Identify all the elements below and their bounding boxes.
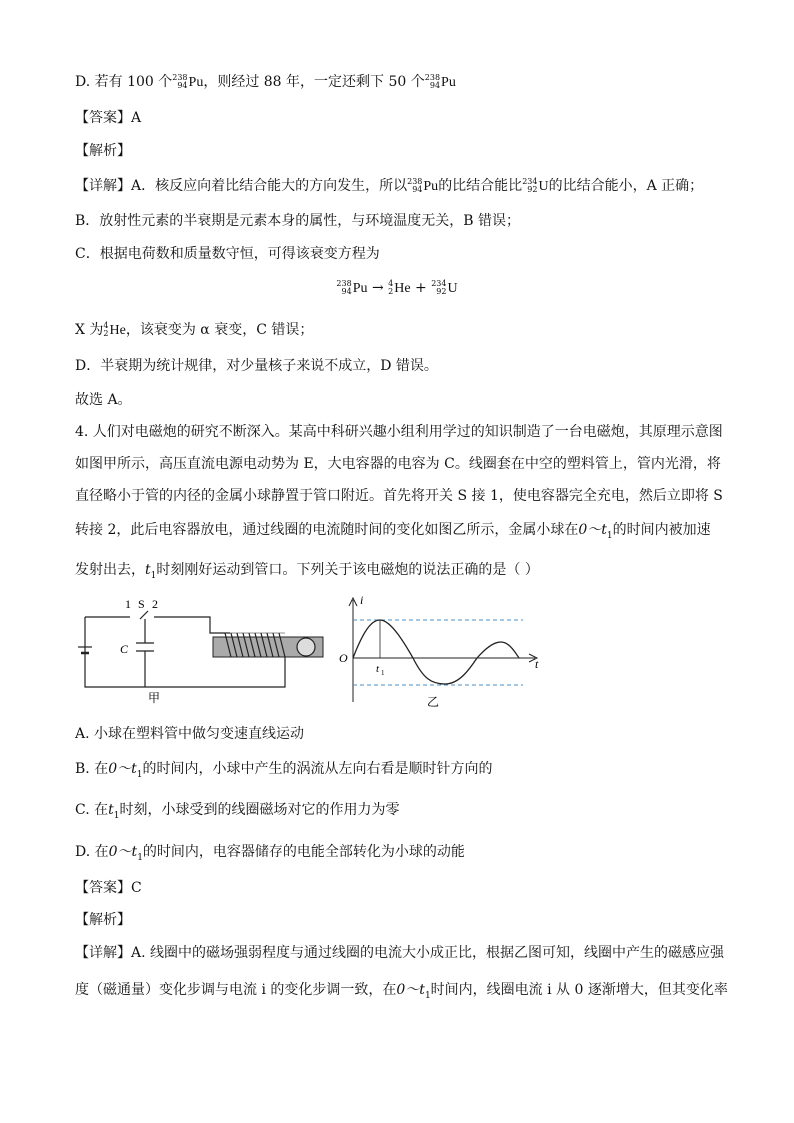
answer-label: 【答案】A [75,110,142,126]
switch-pos-1: 1 [125,597,131,611]
switch-pos-2: 2 [152,597,158,611]
q4-line1: 4. 人们对电磁炮的研究不断深入。某高中科研兴趣小组利用学过的知识制造了一台电磁炮，其原理示意图 [75,424,723,440]
analysis-label-2: 【解析】 [75,912,131,928]
detail2-line1: 【详解】A. 线圈中的磁场强弱程度与通过线圈的电流大小成正比，根据乙图可知，线圈中产生的磁感应强 [75,945,725,961]
detail2-line2: 度（磁通量）变化步调与电流 i 的变化步调一致，在$0\sim t_1$时间内，线圈电流 i 从 0 逐渐增大，但其变化率 [75,982,728,1001]
q4-line2: 如图甲所示，高压直流电源电动势为 E，大电容器的电容为 C。线圈套在中空的塑料管上，管内光滑，将 [75,456,721,472]
nuclide-he: 4 2 He [103,321,126,338]
q4-line4: 转接 2，此后电容器放电，通过线圈的电流随时间的变化如图乙所示，金属小球在$0\sim t_1$的时间内被加速 [75,522,711,541]
option-d-prev: D. 若有 100 个 238 94 Pu，则经过 88 年，一定还剩下 50 个 238 94 Pu [75,72,456,93]
option-b[interactable]: B. 在$0\sim t_1$的时间内，小球中产生的涡流从左向右看是顺时针方向的 [75,761,493,780]
figure-label-jia: 甲 [148,691,161,705]
q4-line5: 发射出去，$t_1$时刻刚好运动到管口。下列关于该电磁炮的说法正确的是（ ） [75,562,539,581]
current-graph [335,592,550,710]
detail-b: B．放射性元素的半衰期是元素本身的属性，与环境温度无关，B 错误； [75,213,521,229]
detail-c: C．根据电荷数和质量数守恒，可得该衰变方程为 [75,246,380,262]
nuclide-pu: 238 94 Pu [172,73,204,90]
figure-label-yi: 乙 [427,695,440,709]
option-c[interactable]: C. 在$t_1$时刻，小球受到的线圈磁场对它的作用力为零 [75,802,400,821]
q4-line3: 直径略小于管的内径的金属小球静置于管口附近。首先将开关 S 接 1，使电容器完全充电，然后立即将 S [75,488,723,504]
nuclide-pu: 238 94 Pu [407,177,439,194]
metal-ball [297,638,315,656]
detail-x: X 为 4 2 He，该衰变为 α 衰变，C 错误； [75,320,313,341]
nuclide-u: 234 92 U [522,177,549,194]
switch-label: S [138,597,145,611]
nuclide-pu: 238 94 Pu [424,73,456,90]
detail-a: 【详解】A．核反应向着比结合能大的方向发生，所以 238 94 Pu的比结合能比 234 92 U的比结合能小，A 正确； [75,176,703,197]
origin-label: O [339,651,348,665]
choose-line: 故选 A。 [75,392,132,408]
decay-equation: 238 94 Pu → 4 2 He + 234 92 U [336,279,458,296]
circuit-diagram [70,595,330,705]
capacitor-label: C [120,642,129,656]
axis-i-label: i [360,593,364,607]
analysis-label: 【解析】 [75,143,131,159]
answer-label-2: 【答案】C [75,880,142,896]
option-d[interactable]: D. 在$0\sim t_1$的时间内，电容器储存的电能全部转化为小球的动能 [75,844,465,863]
option-a[interactable]: A. 小球在塑料管中做匀变速直线运动 [75,726,305,742]
t1-label: t [376,663,380,675]
detail-d: D．半衰期为统计规律，对少量核子来说不成立，D 错误。 [75,358,438,374]
svg-text:1: 1 [381,669,385,677]
axis-t-label: t [535,657,539,671]
